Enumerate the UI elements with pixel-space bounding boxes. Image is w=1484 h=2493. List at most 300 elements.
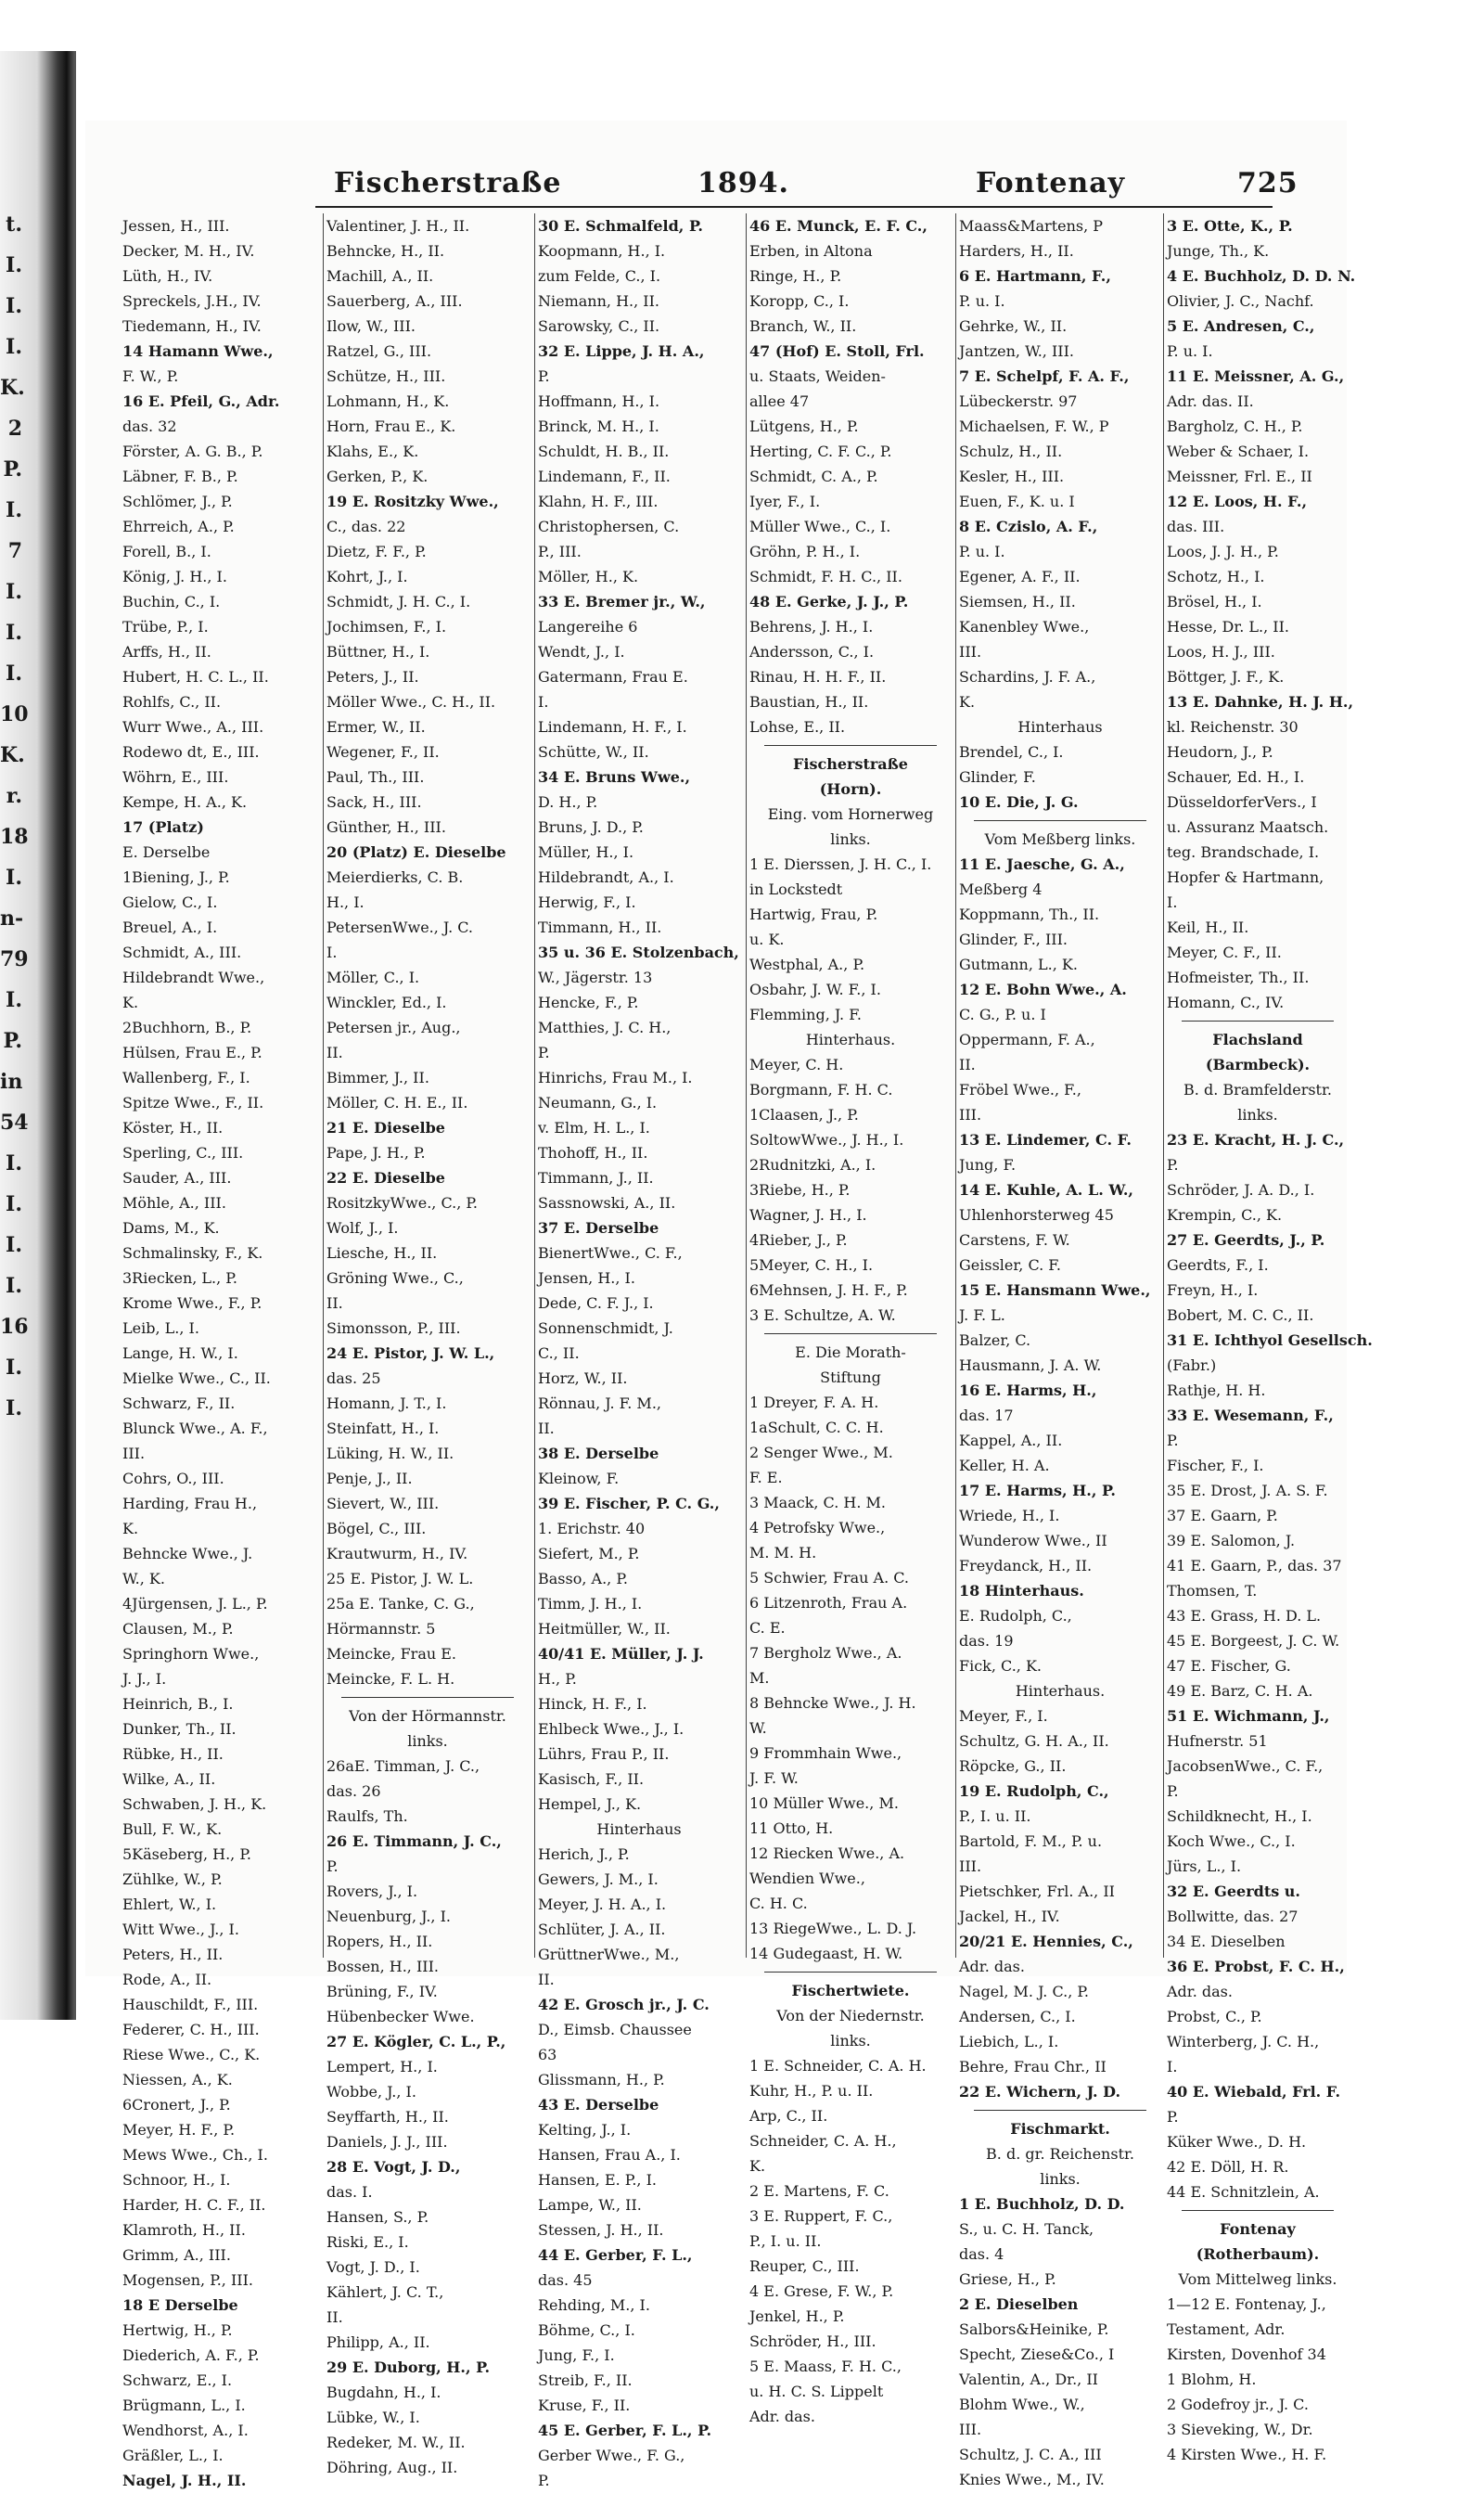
directory-entry: 32 E. Geerdts u.	[1167, 1883, 1300, 1900]
directory-entry: 7 E. Schelpf, F. A. F.,	[959, 367, 1130, 385]
directory-entry: 5 Schwier, Frau A. C.	[749, 1569, 909, 1587]
directory-entry: D., Eimsb. Chaussee	[538, 2021, 692, 2038]
directory-entry: Gräßler, L., I.	[122, 2447, 224, 2464]
directory-entry: Lange, H. W., I.	[122, 1344, 238, 1362]
section-heading: (Rotherbaum).	[1196, 2245, 1320, 2263]
directory-entry: Blunck Wwe., A. F.,	[122, 1420, 268, 1437]
directory-entry: Baustian, H., II.	[749, 693, 869, 711]
edge-fragment: I.	[6, 1192, 22, 1216]
directory-entry: in Lockstedt	[749, 880, 843, 898]
directory-entry: u. Staats, Weiden-	[749, 367, 886, 385]
directory-entry: Seyffarth, H., II.	[326, 2108, 449, 2126]
section-rule	[764, 745, 937, 746]
directory-entry: 1. Erichstr. 40	[538, 1520, 646, 1537]
directory-entry: Diederich, A. F., P.	[122, 2346, 260, 2364]
directory-entry: 1Biening, J., P.	[122, 868, 230, 886]
directory-entry: Freydanck, H., II.	[959, 1557, 1093, 1574]
directory-entry: 6 Litzenroth, Frau A.	[749, 1594, 908, 1612]
directory-entry: Kohrt, J., I.	[326, 568, 408, 585]
directory-entry: 45 E. Borgeest, J. C. W.	[1167, 1632, 1340, 1650]
directory-entry: das. 19	[959, 1632, 1014, 1650]
directory-entry: 1 E. Schneider, C. A. H.	[749, 2057, 927, 2075]
directory-entry: Westphal, A., P.	[749, 956, 865, 973]
directory-entry: 45 E. Gerber, F. L., P.	[538, 2422, 712, 2439]
directory-entry: Hubert, H. C. L., II.	[122, 668, 269, 686]
directory-entry: 24 E. Pistor, J. W. L.,	[326, 1344, 495, 1362]
directory-entry: Redeker, M. W., II.	[326, 2434, 466, 2451]
directory-entry: Ilow, W., III.	[326, 317, 416, 335]
edge-fragment: I.	[6, 988, 22, 1012]
directory-entry: Hübenbecker Wwe.	[326, 2008, 475, 2025]
directory-entry: Klamroth, H., II.	[122, 2221, 246, 2239]
directory-entry: Osbahr, J. W. F., I.	[749, 981, 881, 998]
directory-entry: Oppermann, F. A.,	[959, 1031, 1095, 1048]
directory-entry: zum Felde, C., I.	[538, 267, 661, 285]
directory-entry: Herwig, F., I.	[538, 893, 636, 911]
directory-entry: Junge, Th., K.	[1167, 242, 1270, 260]
directory-entry: Horz, W., II.	[538, 1369, 628, 1387]
directory-entry: 15 E. Hansmann Wwe.,	[959, 1281, 1151, 1299]
directory-entry: Flemming, J. F.	[749, 1006, 862, 1023]
directory-entry: Specht, Ziese&Co., I	[959, 2345, 1115, 2363]
section-heading: Eing. vom Hornerweg	[767, 805, 934, 823]
directory-entry: I.	[1167, 893, 1178, 911]
directory-entry: 23 E. Kracht, H. J. C.,	[1167, 1131, 1345, 1149]
directory-entry: 3Riecken, L., P.	[122, 1269, 237, 1287]
directory-entry: Vogt, J. D., I.	[326, 2258, 420, 2276]
directory-entry: das. 45	[538, 2271, 593, 2289]
directory-entry: Machill, A., II.	[326, 267, 434, 285]
page-number: 725	[1237, 167, 1298, 199]
directory-entry: Hansen, S., P.	[326, 2208, 429, 2226]
directory-entry: Schotz, H., I.	[1167, 568, 1265, 585]
directory-entry: Meierdierks, C. B.	[326, 868, 464, 886]
directory-entry: Gielow, C., I.	[122, 893, 218, 911]
directory-entry: Ringe, H., P.	[749, 267, 842, 285]
section-heading: Hinterhaus.	[1015, 1682, 1106, 1700]
directory-entry: I.	[326, 944, 338, 961]
directory-entry: Hufnerstr. 51	[1167, 1732, 1268, 1750]
directory-entry: 1Claasen, J., P.	[749, 1106, 859, 1124]
directory-entry: III.	[122, 1445, 146, 1462]
directory-entry: Wurr Wwe., A., III.	[122, 718, 264, 736]
directory-entry: Hildebrandt, A., I.	[538, 868, 674, 886]
directory-entry: Koropp, C., I.	[749, 292, 850, 310]
directory-entry: Krempin, C., K.	[1167, 1206, 1283, 1224]
directory-entry: Kempe, H. A., K.	[122, 793, 248, 811]
directory-entry: Sauerberg, A., III.	[326, 292, 463, 310]
edge-fragment: 2	[7, 417, 22, 441]
directory-entry: das. 26	[326, 1782, 381, 1800]
directory-entry: Hoffmann, H., I.	[538, 392, 660, 410]
section-heading: Fischmarkt.	[1010, 2120, 1110, 2138]
section-heading: links.	[830, 830, 871, 848]
directory-entry: 3 Maack, C. H. M.	[749, 1494, 886, 1511]
directory-entry: Liebich, L., I.	[959, 2033, 1059, 2050]
directory-entry: Bimmer, J., II.	[326, 1069, 429, 1086]
directory-entry: Müller Wwe., C., I.	[749, 518, 891, 535]
directory-entry: 19 E. Rudolph, C.,	[959, 1782, 1109, 1800]
directory-entry: Schwarz, E., I.	[122, 2371, 233, 2389]
directory-entry: 2Rudnitzki, A., I.	[749, 1156, 876, 1174]
edge-fragment: I.	[6, 1356, 22, 1380]
directory-entry: Wöhrn, E., III.	[122, 768, 229, 786]
directory-entry: K.	[959, 693, 976, 711]
directory-entry: Wendien Wwe.,	[749, 1870, 865, 1887]
directory-entry: 11 E. Meissner, A. G.,	[1167, 367, 1345, 385]
directory-entry: Meissner, Frl. E., II	[1167, 468, 1312, 485]
directory-entry: P.	[538, 1044, 550, 1061]
directory-entry: Matthies, J. C. H.,	[538, 1019, 672, 1036]
section-heading: links.	[407, 1732, 448, 1750]
directory-entry: Simonsson, P., III.	[326, 1319, 461, 1337]
directory-entry: Schlömer, J., P.	[122, 493, 233, 510]
directory-entry: 16 E. Harms, H.,	[959, 1381, 1097, 1399]
directory-entry: Thomsen, T.	[1167, 1582, 1258, 1600]
directory-entry: Lohmann, H., K.	[326, 392, 450, 410]
directory-entry: 2 Godefroy jr., J. C.	[1167, 2396, 1309, 2413]
directory-entry: Jürs, L., I.	[1167, 1857, 1242, 1875]
header-year: 1894.	[697, 167, 789, 199]
header-street: Fischerstraße	[334, 167, 562, 199]
section-heading: Von der Hörmannstr.	[349, 1707, 506, 1725]
directory-entry: Schmidt, F. H. C., II.	[749, 568, 902, 585]
directory-entry: Kappel, A., II.	[959, 1432, 1063, 1449]
directory-entry: J. F. W.	[749, 1769, 799, 1787]
directory-entry: P. u. I.	[959, 543, 1005, 560]
directory-entry: Timmann, J., II.	[538, 1169, 654, 1187]
directory-entry: u. Assuranz Maatsch.	[1167, 818, 1329, 836]
directory-entry: Weber & Schaer, I.	[1167, 443, 1310, 460]
edge-fragment: P.	[3, 1029, 22, 1053]
directory-entry: Hansen, E. P., I.	[538, 2171, 657, 2189]
directory-entry: 51 E. Wichmann, J.,	[1167, 1707, 1330, 1725]
directory-entry: Grimm, A., III.	[122, 2246, 231, 2264]
directory-entry: Schmalinsky, F., K.	[122, 1244, 263, 1262]
directory-entry: Lindemann, H. F., I.	[538, 718, 687, 736]
directory-entry: Daniels, J. J., III.	[326, 2133, 448, 2151]
directory-entry: 43 E. Derselbe	[538, 2096, 659, 2114]
directory-entry: Kanenbley Wwe.,	[959, 618, 1090, 636]
directory-entry: Schuldt, H. B., II.	[538, 443, 670, 460]
directory-entry: Behncke, H., II.	[326, 242, 445, 260]
edge-fragment: I.	[6, 1233, 22, 1257]
directory-entry: Sauder, A., III.	[122, 1169, 232, 1187]
directory-entry: Schmidt, J. H. C., I.	[326, 593, 471, 610]
directory-entry: 29 E. Duborg, H., P.	[326, 2358, 491, 2376]
directory-entry: allee 47	[749, 392, 810, 410]
directory-entry: Paul, Th., III.	[326, 768, 425, 786]
directory-entry: Steinfatt, H., I.	[326, 1420, 440, 1437]
directory-entry: Wilke, A., II.	[122, 1770, 216, 1788]
directory-entry: D. H., P.	[538, 793, 598, 811]
section-rule	[1182, 1021, 1334, 1022]
directory-entry: Schildknecht, H., I.	[1167, 1807, 1312, 1825]
directory-entry: Hinrichs, Frau M., I.	[538, 1069, 693, 1086]
directory-entry: 5 E. Andresen, C.,	[1167, 317, 1315, 335]
directory-entry: Krome Wwe., F., P.	[122, 1294, 262, 1312]
directory-entry: Arp, C., II.	[749, 2107, 828, 2125]
section-rule	[1182, 2210, 1334, 2211]
directory-entry: Andersen, C., I.	[959, 2008, 1076, 2025]
directory-entry: Fick, C., K.	[959, 1657, 1043, 1675]
directory-entry: 4Jürgensen, J. L., P.	[122, 1595, 268, 1613]
directory-entry: Wegener, F., II.	[326, 743, 440, 761]
directory-entry: Breuel, A., I.	[122, 919, 218, 936]
directory-entry: Behncke Wwe., J.	[122, 1545, 253, 1562]
directory-entry: Lübke, W., I.	[326, 2409, 420, 2426]
directory-entry: Möller Wwe., C. H., II.	[326, 693, 496, 711]
directory-entry: Branch, W., II.	[749, 317, 857, 335]
directory-entry: Lindemann, F., II.	[538, 468, 671, 485]
edge-fragment: 18	[0, 825, 29, 849]
edge-fragment: I.	[6, 662, 22, 686]
directory-entry: u. H. C. S. Lippelt	[749, 2383, 884, 2400]
edge-fragment: I.	[6, 253, 22, 277]
directory-entry: Olivier, J. C., Nachf.	[1167, 292, 1314, 310]
directory-entry: 25 E. Pistor, J. W. L.	[326, 1570, 474, 1587]
directory-entry: Ehlert, W., I.	[122, 1895, 217, 1913]
directory-entry: E. Rudolph, C.,	[959, 1607, 1072, 1625]
directory-entry: 3 E. Schultze, A. W.	[749, 1306, 896, 1324]
directory-entry: W., K.	[122, 1570, 165, 1587]
directory-entry: Glinder, F., III.	[959, 931, 1068, 948]
directory-entry: Hauschildt, F., III.	[122, 1996, 259, 2013]
directory-entry: Schauer, Ed. H., I.	[1167, 768, 1305, 786]
directory-entry: P., III.	[538, 543, 582, 560]
directory-entry: Streib, F., II.	[538, 2371, 633, 2389]
directory-entry: 14 Gudegaast, H. W.	[749, 1945, 903, 1962]
section-heading: Hinterhaus	[1017, 718, 1103, 736]
directory-entry: Geerdts, F., I.	[1167, 1256, 1269, 1274]
directory-entry: Schulz, H., II.	[959, 443, 1063, 460]
directory-entry: 20/21 E. Hennies, C.,	[959, 1933, 1133, 1950]
directory-entry: Jung, F.	[959, 1156, 1017, 1174]
directory-entry: Liesche, H., II.	[326, 1244, 438, 1262]
directory-entry: 10 Müller Wwe., M.	[749, 1794, 899, 1812]
directory-entry: W.	[749, 1719, 767, 1737]
directory-entry: Petersen jr., Aug.,	[326, 1019, 461, 1036]
directory-entry: 4 Petrofsky Wwe.,	[749, 1519, 886, 1536]
directory-entry: Nagel, J. H., II.	[122, 2472, 247, 2489]
directory-entry: 27 E. Geerdts, J., P.	[1167, 1231, 1325, 1249]
directory-entry: 48 E. Gerke, J. J., P.	[749, 593, 909, 610]
directory-entry: 36 E. Probst, F. C. H.,	[1167, 1958, 1345, 1975]
directory-entry: Freyn, H., I.	[1167, 1281, 1259, 1299]
directory-entry: Gatermann, Frau E.	[538, 668, 688, 686]
header-name: Fontenay	[976, 167, 1126, 199]
edge-fragment: I.	[6, 866, 22, 890]
directory-entry: 47 E. Fischer, G.	[1167, 1657, 1291, 1675]
directory-entry: SoltowWwe., J. H., I.	[749, 1131, 904, 1149]
directory-entry: 3 E. Otte, K., P.	[1167, 217, 1293, 235]
directory-entry: P., I. u. II.	[959, 1807, 1031, 1825]
directory-entry: Wunderow Wwe., II	[959, 1532, 1107, 1549]
directory-entry: Jantzen, W., III.	[959, 342, 1075, 360]
directory-entry: Langereihe 6	[538, 618, 638, 636]
directory-entry: Koopmann, H., I.	[538, 242, 666, 260]
directory-entry: P.	[1167, 1156, 1179, 1174]
directory-entry: Euen, F., K. u. I	[959, 493, 1075, 510]
directory-entry: Wobbe, J., I.	[326, 2083, 416, 2101]
section-heading: Flachsland	[1212, 1031, 1303, 1048]
directory-entry: Niessen, A., K.	[122, 2071, 233, 2088]
directory-entry: Christophersen, C.	[538, 518, 680, 535]
directory-entry: Clausen, M., P.	[122, 1620, 234, 1638]
directory-entry: 22 E. Wichern, J. D.	[959, 2083, 1121, 2101]
directory-entry: das. 25	[326, 1369, 381, 1387]
directory-entry: Böttger, J. F., K.	[1167, 668, 1285, 686]
directory-entry: I.	[1167, 2058, 1178, 2075]
directory-entry: Lührs, Frau P., II.	[538, 1745, 670, 1763]
header-rule	[315, 206, 1273, 208]
directory-entry: Rübke, H., II.	[122, 1745, 224, 1763]
directory-entry: Jensen, H., I.	[538, 1269, 635, 1287]
column-divider	[323, 213, 324, 1958]
section-heading: B. d. Bramfelderstr.	[1183, 1081, 1332, 1099]
column-6	[1167, 213, 1373, 2467]
directory-entry: 11 E. Jaesche, G. A.,	[959, 855, 1125, 873]
directory-entry: Kuhr, H., P. u. II.	[749, 2082, 874, 2100]
section-heading: E. Die Morath-	[795, 1343, 906, 1361]
directory-entry: Schlüter, J. A., II.	[538, 1921, 666, 1938]
directory-entry: Carstens, F. W.	[959, 1231, 1070, 1249]
edge-fragment: K.	[0, 376, 25, 400]
directory-entry: 12 Riecken Wwe., A.	[749, 1844, 905, 1862]
directory-entry: Heinrich, B., I.	[122, 1695, 234, 1713]
directory-entry: JacobsenWwe., C. F.,	[1167, 1757, 1324, 1775]
directory-entry: Bartold, F. M., P. u.	[959, 1832, 1103, 1850]
edge-fragment: r.	[6, 784, 22, 808]
directory-entry: Pape, J. H., P.	[326, 1144, 426, 1162]
directory-entry: Hörmannstr. 5	[326, 1620, 436, 1638]
directory-entry: III.	[959, 1857, 982, 1875]
directory-entry: 35 E. Drost, J. A. S. F.	[1167, 1482, 1328, 1499]
directory-entry: 26aE. Timman, J. C.,	[326, 1757, 480, 1775]
directory-entry: 1 Dreyer, F. A. H.	[749, 1394, 879, 1411]
directory-entry: II.	[538, 1420, 555, 1437]
directory-entry: Rinau, H. H. F., II.	[749, 668, 887, 686]
directory-entry: Böhme, C., I.	[538, 2321, 635, 2339]
directory-entry: Decker, M. H., IV.	[122, 242, 255, 260]
edge-fragment: I.	[6, 1274, 22, 1298]
directory-entry: Schmidt, A., III.	[122, 944, 242, 961]
directory-entry: Knies Wwe., M., IV.	[959, 2471, 1105, 2488]
directory-entry: Wallenberg, F., I.	[122, 1069, 250, 1086]
directory-entry: 39 E. Fischer, P. C. G.,	[538, 1495, 720, 1512]
directory-entry: Kruse, F., II.	[538, 2397, 631, 2414]
directory-entry: I.	[538, 693, 549, 711]
directory-entry: Salbors&Heinike, P.	[959, 2320, 1109, 2338]
directory-entry: Klahn, H. F., III.	[538, 493, 659, 510]
directory-entry: Möller, H., K.	[538, 568, 639, 585]
directory-entry: Schwaben, J. H., K.	[122, 1795, 267, 1813]
directory-entry: 5 E. Maass, F. H. C.,	[749, 2358, 902, 2375]
section-heading: (Horn).	[819, 780, 882, 798]
directory-entry: Sonnenschmidt, J.	[538, 1319, 673, 1337]
directory-entry: 8 E. Czislo, A. F.,	[959, 518, 1098, 535]
directory-entry: 41 E. Gaarn, P., das. 37	[1167, 1557, 1342, 1574]
column-3	[538, 213, 740, 2493]
directory-entry: P.	[1167, 1782, 1179, 1800]
directory-entry: Bossen, H., III.	[326, 1958, 440, 1975]
directory-entry: 4Rieber, J., P.	[749, 1231, 848, 1249]
directory-entry: 63	[538, 2046, 557, 2063]
directory-entry: Basso, A., P.	[538, 1570, 628, 1587]
directory-entry: 31 E. Ichthyol Gesellsch.	[1167, 1331, 1373, 1349]
edge-fragment: K.	[0, 743, 25, 767]
directory-entry: Maass&Martens, P	[959, 217, 1104, 235]
directory-entry: Gröhn, P. H., I.	[749, 543, 861, 560]
directory-entry: das. III.	[1167, 518, 1225, 535]
column-4	[749, 213, 952, 2429]
column-divider	[955, 213, 956, 1958]
section-heading: Stiftung	[820, 1369, 881, 1386]
directory-entry: Forell, B., I.	[122, 543, 211, 560]
directory-entry: Bögel, C., III.	[326, 1520, 427, 1537]
directory-entry: Neumann, G., I.	[538, 1094, 658, 1112]
directory-entry: 3 Sieveking, W., Dr.	[1167, 2421, 1313, 2438]
directory-entry: III.	[959, 643, 982, 661]
directory-entry: Schwarz, F., II.	[122, 1394, 236, 1412]
section-heading: Vom Meßberg links.	[984, 830, 1136, 848]
directory-entry: Schmidt, C. A., P.	[749, 468, 878, 485]
directory-entry: Glinder, F.	[959, 768, 1036, 786]
directory-entry: Timm, J. H., I.	[538, 1595, 643, 1613]
directory-entry: 17 E. Harms, H., P.	[959, 1482, 1116, 1499]
directory-entry: GrüttnerWwe., M.,	[538, 1946, 680, 1963]
directory-entry: Bargholz, C. H., P.	[1167, 418, 1303, 435]
directory-entry: Meincke, Frau E.	[326, 1645, 457, 1663]
directory-entry: Keil, H., II.	[1167, 919, 1249, 936]
edge-fragment: 10	[0, 702, 29, 726]
directory-entry: Homann, C., IV.	[1167, 994, 1285, 1011]
directory-entry: Mielke Wwe., C., II.	[122, 1369, 271, 1387]
directory-entry: P. u. I.	[1167, 342, 1213, 360]
directory-entry: II.	[326, 2308, 343, 2326]
directory-entry: 5Käseberg, H., P.	[122, 1845, 251, 1863]
directory-entry: BienertWwe., C. F.,	[538, 1244, 683, 1262]
directory-entry: Glissmann, H., P.	[538, 2071, 665, 2088]
directory-entry: Heudorn, J., P.	[1167, 743, 1273, 761]
directory-entry: Meyer, J. H. A., I.	[538, 1895, 667, 1913]
directory-entry: P. u. I.	[959, 292, 1005, 310]
directory-entry: Dietz, F. F., P.	[326, 543, 427, 560]
directory-entry: Blohm Wwe., W.,	[959, 2396, 1085, 2413]
directory-entry: Dede, C. F. J., I.	[538, 1294, 654, 1312]
directory-entry: Meßberg 4	[959, 880, 1043, 898]
directory-entry: Nagel, M. J. C., P.	[959, 1983, 1089, 2000]
directory-entry: Timmann, H., II.	[538, 919, 662, 936]
directory-entry: Harders, H., II.	[959, 242, 1074, 260]
directory-entry: Federer, C. H., III.	[122, 2021, 260, 2038]
directory-entry: Hesse, Dr. L., II.	[1167, 618, 1289, 636]
directory-entry: H., P.	[538, 1670, 577, 1688]
directory-entry: 21 E. Dieselbe	[326, 1119, 445, 1137]
directory-entry: Bollwitte, das. 27	[1167, 1908, 1298, 1925]
directory-entry: das. 4	[959, 2245, 1004, 2263]
directory-entry: 42 E. Döll, H. R.	[1167, 2158, 1289, 2176]
directory-entry: Wagner, J. H., I.	[749, 1206, 867, 1224]
directory-entry: Wendt, J., I.	[538, 643, 625, 661]
directory-entry: III.	[959, 1106, 982, 1124]
directory-entry: P.	[538, 2472, 550, 2489]
directory-entry: II.	[959, 1056, 976, 1073]
directory-entry: Winterberg, J. C. H.,	[1167, 2033, 1320, 2050]
directory-entry: Rönnau, J. F. M.,	[538, 1394, 661, 1412]
directory-entry: Loos, J. J. H., P.	[1167, 543, 1279, 560]
directory-entry: Möhle, A., III.	[122, 1194, 226, 1212]
